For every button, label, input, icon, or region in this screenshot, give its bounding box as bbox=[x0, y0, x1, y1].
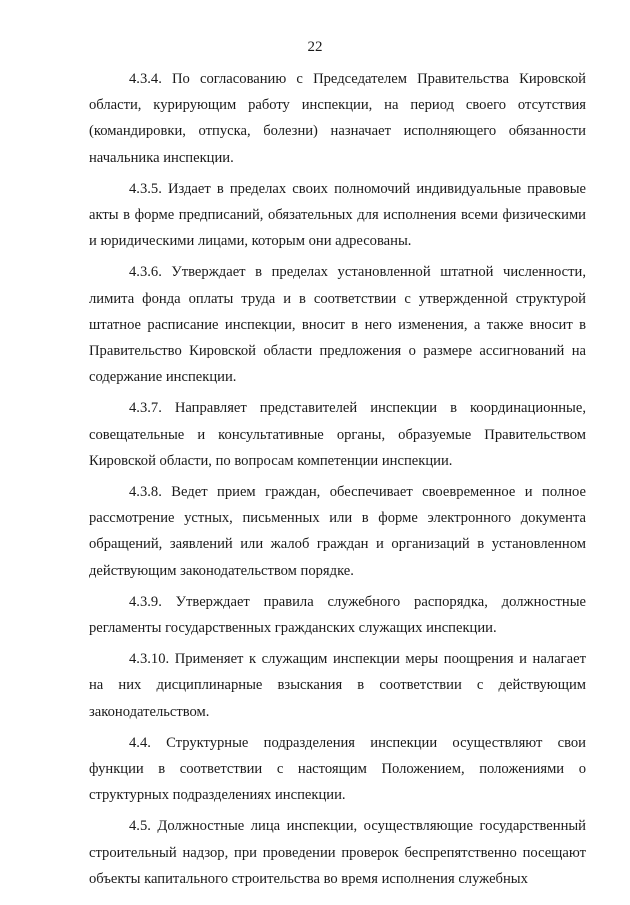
paragraph-4-3-5: 4.3.5. Издает в пределах своих полномочий индивидуальные правовые акты в форме предписаний, обязательных для исполнения всеми физическими и юридическими лицами, которым они адресованы. bbox=[89, 180, 586, 250]
paragraph-4-3-9: 4.3.9. Утверждает правила служебного распорядка, должностные регламенты государственных гражданских служащих инспекции. bbox=[89, 593, 586, 637]
paragraph-4-3-8: 4.3.8. Ведет прием граждан, обеспечивает своевременное и полное рассмотрение устных, письменных или в форме электронного документа обращений, заявлений или жалоб граждан и организаций в установленном действующим законодательством порядке. bbox=[89, 484, 586, 579]
paragraph-4-3-7: 4.3.7. Направляет представителей инспекции в координационные, совещательные и консультативные органы, образуемые Правительством Кировской области, по вопросам компетенции инспекции. bbox=[89, 400, 586, 469]
paragraph-4-3-6: 4.3.6. Утверждает в пределах установленной штатной численности, лимита фонда оплаты труда и в соответствии с утвержденной структурой штатное расписание инспекции, вносит в него изменения, а также вносит в Правительство Кировской области предложения о размере ассигнований на содержание инспекции. bbox=[89, 264, 586, 386]
page-number: 22 bbox=[307, 39, 323, 55]
paragraph-4-3-4: 4.3.4. По согласованию с Председателем Правительства Кировской области, курирующим работу инспекции, на период своего отсутствия (командировки, отпуска, болезни) назначает исполняющего обязанности начальника инспекции. bbox=[89, 71, 586, 166]
paragraph-4-3-10: 4.3.10. Применяет к служащим инспекции меры поощрения и налагает на них дисциплинарные взыскания в соответствии с действующим законодательством. bbox=[89, 651, 586, 720]
paragraph-4-4: 4.4. Структурные подразделения инспекции осуществляют свои функции в соответствии с настоящим Положением, положениями о структурных подразделениях инспекции. bbox=[89, 734, 586, 804]
document-body bbox=[89, 66, 586, 897]
paragraph-4-5: 4.5. Должностные лица инспекции, осуществляющие государственный строительный надзор, при проведении проверок беспрепятственно посещают объекты капитального строительства во время исполнения служебных bbox=[89, 818, 586, 887]
